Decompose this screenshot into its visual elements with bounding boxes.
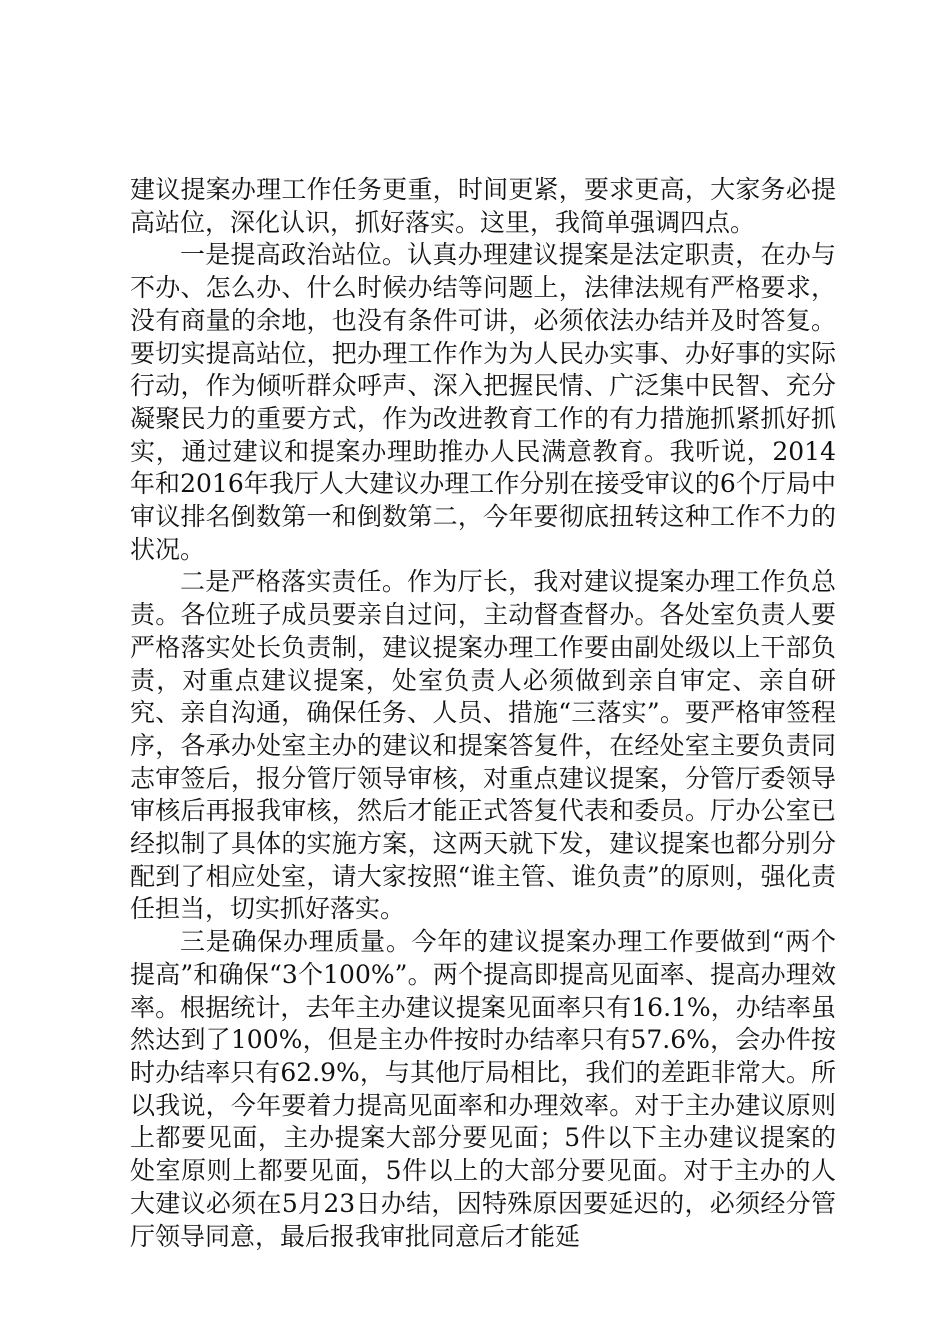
document-body — [130, 174, 836, 1253]
paragraph-quality: 三是确保办理质量。今年的建议提案办理工作要做到“两个提高”和确保“3个100%”。两个提高即提高见面率、提高办理效率。根据统计，去年主办建议提案见面率只有16.1%，办结率虽然达到了100%，但是主办件按时办结率只有57.6%，会办件按时办结率只有62.9%，与其他厅局相比，我们的差距非常大。所以我说，今年要着力提高见面率和办理效率。对于主办建议原则上都要见面，主办提案大部分要见面；5件以下主办建议提案的处室原则上都要见面，5件以上的大部分要见面。对于主办的人大建议必须在5月23日办结，因特殊原因要延迟的，必须经分管厅领导同意，最后报我审批同意后才能延 — [130, 927, 836, 1251]
paragraph-intro: 建议提案办理工作任务更重，时间更紧，要求更高，大家务必提高站位，深化认识，抓好落实。这里，我简单强调四点。 — [130, 175, 836, 237]
paragraph-responsibility: 二是严格落实责任。作为厅长，我对建议提案办理工作负总责。各位班子成员要亲自过问，主动督查督办。各处室负责人要严格落实处长负责制，建议提案办理工作要由副处级以上干部负责，对重点建议提案，处室负责人必须做到亲自审定、亲自研究、亲自沟通，确保任务、人员、措施“三落实”。要严格审签程序，各承办处室主办的建议和提案答复件，在经处室主要负责同志审签后，报分管厅领导审核，对重点建议提案，分管厅委领导审核后再报我审核，然后才能正式答复代表和委员。厅办公室已经拟制了具体的实施方案，这两天就下发，建议提案也都分别分配到了相应处室，请大家按照“谁主管、谁负责”的原则，强化责任担当，切实抓好落实。 — [130, 567, 836, 924]
paragraph-political-stance: 一是提高政治站位。认真办理建议提案是法定职责，在办与不办、怎么办、什么时候办结等问题上，法律法规有严格要求，没有商量的余地，也没有条件可讲，必须依法办结并及时答复。要切实提高站位，把办理工作作为为人民办实事、办好事的实际行动，作为倾听群众呼声、深入把握民情、广泛集中民智、充分凝聚民力的重要方式，作为改进教育工作的有力措施抓紧抓好抓实，通过建议和提案办理助推办人民满意教育。我听说，2014年和2016年我厅人大建议办理工作分别在接受审议的6个厅局中审议排名倒数第一和倒数第二，今年要彻底扭转这种工作不力的状况。 — [130, 240, 836, 564]
